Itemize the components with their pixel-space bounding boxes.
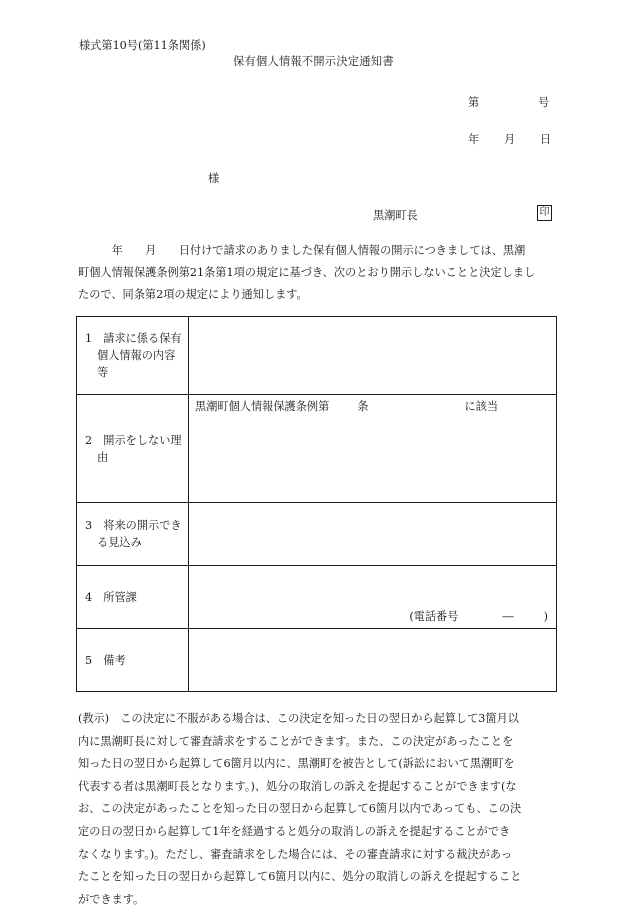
notice-line: 内に黒潮町長に対して審査請求をすることができます。また、この決定があったことを <box>78 734 514 748</box>
phone-label: (電話番号 <box>409 610 459 623</box>
row-label-line: 由 <box>97 450 109 464</box>
notice-line: (教示) この決定に不服がある場合は、この決定を知った日の翌日から起算して3箇月以 <box>78 712 519 725</box>
document-number-prefix: 第 <box>468 96 480 109</box>
row-label-line: 2 開示をしない理 <box>85 433 182 447</box>
notice-line: なくなります。)。ただし、審査請求をした場合には、その審査請求に対する裁決があっ <box>78 847 513 861</box>
future-disclosure-field[interactable] <box>189 503 557 566</box>
table-row-remarks <box>77 629 557 692</box>
addressee-honorific: 様 <box>208 172 220 185</box>
intro-line: たので、同条第2項の規定により通知します。 <box>78 288 308 301</box>
issuer-name: 黒潮町長 <box>373 209 418 222</box>
ordinance-suffix: に該当 <box>464 400 499 413</box>
form-number: 様式第10号(第11条関係) <box>79 39 206 52</box>
table-row-request-content <box>77 317 557 395</box>
row-label-line: 1 請求に係る保有 <box>85 332 182 345</box>
date-year-label: 年 <box>468 133 480 146</box>
department-field[interactable] <box>189 566 557 629</box>
ordinance-article: 条 <box>357 400 369 413</box>
remarks-field[interactable] <box>189 629 557 692</box>
row-label-line: 等 <box>97 366 109 379</box>
phone-dash: ― <box>502 610 514 623</box>
date-month-label: 月 <box>504 133 516 146</box>
notice-line: ができます。 <box>78 892 145 906</box>
table-row-department <box>77 566 557 629</box>
notice-line: たことを知った日の翌日から起算して6箇月以内に、処分の取消しの訴えを提起すること <box>78 870 522 884</box>
detail-table <box>76 316 557 692</box>
request-content-field[interactable] <box>189 317 557 395</box>
row-label <box>77 395 189 503</box>
phone-close: ) <box>543 610 548 623</box>
document-number-suffix: 号 <box>538 96 550 109</box>
row-label-line: 4 所管課 <box>85 590 137 604</box>
row-label-line: 5 備考 <box>85 653 126 667</box>
date-day-label: 日 <box>540 133 552 146</box>
intro-paragraph <box>78 240 554 306</box>
row-label-line: る見込み <box>97 536 142 549</box>
ordinance-prefix: 黒潮町個人情報保護条例第 <box>195 400 330 413</box>
row-label-line: 個人情報の内容 <box>97 349 176 362</box>
row-label-line: 3 将来の開示でき <box>85 519 182 532</box>
document-title: 保有個人情報不開示決定通知書 <box>233 55 394 68</box>
table-row-reason <box>77 395 557 503</box>
row-label <box>77 317 189 395</box>
ordinance-reference <box>195 398 498 414</box>
notice-line: 代表する者は黒潮町長となります。)、処分の取消しの訴えを提起することができます(な <box>78 779 517 793</box>
row-label <box>77 503 189 566</box>
notice-line: お、この決定があったことを知った日の翌日から起算して6箇月以内であっても、この決 <box>78 802 522 816</box>
intro-line: 年 月 日付けで請求のありました保有個人情報の開示につきましては、黒潮 <box>78 244 526 257</box>
row-label <box>77 566 189 629</box>
intro-line: 町個人情報保護条例第21条第1項の規定に基づき、次のとおり開示しないことと決定しまし <box>78 266 536 279</box>
reason-field[interactable] <box>189 395 557 503</box>
row-label <box>77 629 189 692</box>
table-row-future-disclosure <box>77 503 557 566</box>
appeal-notice <box>78 708 556 911</box>
notice-line: 知った日の翌日から起算して6箇月以内に、黒潮町を被告として(訴訟において黒潮町を <box>78 757 515 771</box>
seal-mark: 印 <box>537 205 552 221</box>
notice-line: 定の日の翌日から起算して1年を経過すると処分の取消しの訴えを提起することができ <box>78 824 511 838</box>
phone-number-line <box>409 608 548 624</box>
